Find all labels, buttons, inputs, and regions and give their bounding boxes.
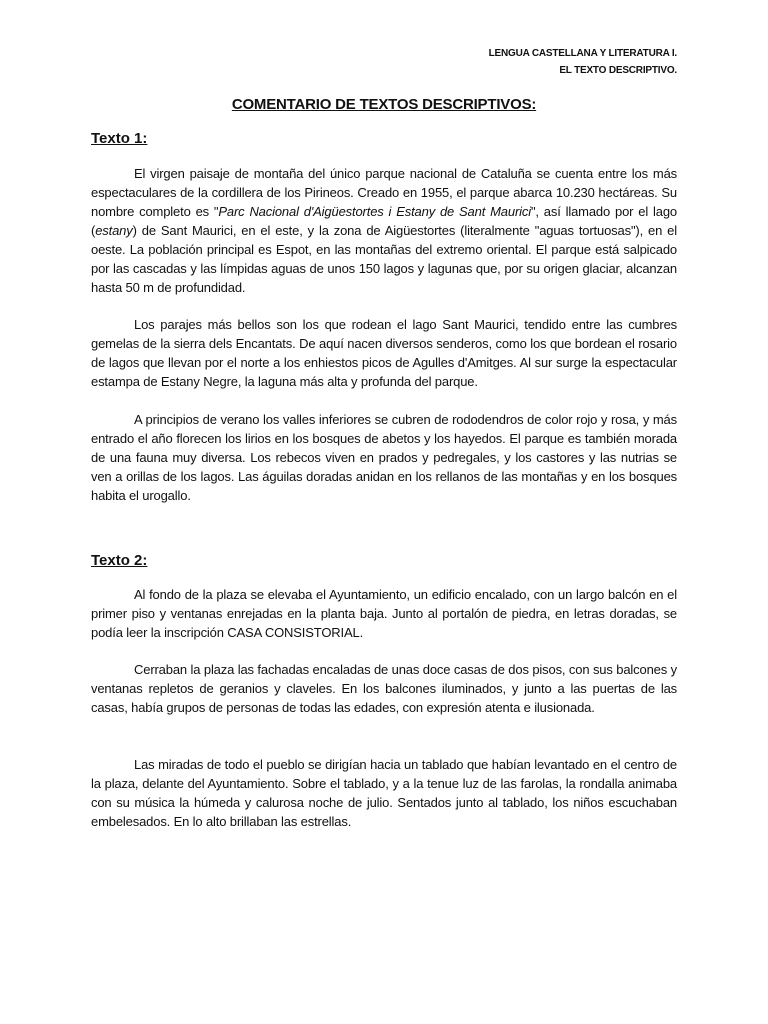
text2-paragraph-3: Las miradas de todo el pueblo se dirigían hacia un tablado que habían levantado en el centro de la plaza, delante del Ayuntamiento. Sobre el tablado, y a la tenue luz de las farolas, la rondalla animaba con su música la húmeda y calurosa noche de julio. Sentados junto al tablado, los niños escuchaban embelesados. En lo alto brillaban las estrellas.: [91, 757, 677, 829]
text1-p1-part-b: ", así llamado por el lago (: [91, 204, 677, 238]
text1-heading: Texto 1:: [91, 130, 148, 147]
text2-paragraph-1: Al fondo de la plaza se elevaba el Ayuntamiento, un edificio encalado, con un largo balcón en el primer piso y ventanas enrejadas en la planta baja. Junto al portalón de piedra, en letras doradas, se podía leer la inscripción CASA CONSISTORIAL.: [91, 587, 677, 640]
page-header: [489, 45, 677, 79]
document-title: COMENTARIO DE TEXTOS DESCRIPTIVOS:: [231, 96, 537, 113]
text2-paragraph-2: Cerraban la plaza las fachadas encaladas de unas doce casas de dos pisos, con sus balcones y ventanas repletos de geranios y claveles. En los balcones iluminados, y junto a las puertas de las casas, había grupos de personas de todas las edades, con expresión atenta e ilusionada.: [91, 662, 677, 715]
text1-p1-part-c: ) de Sant Maurici, en el este, y la zona de Aigüestortes (literalmente "aguas tortuosas"), en el oeste. La población principal es Espot, en las montañas del extremo oriental. El parque está salpicado por las cascadas y las límpidas aguas de unos 150 lagos y lagunas que, por su origen glaciar, alcanzan hasta 50 m de profundidad.: [91, 223, 677, 295]
text2-heading: Texto 2:: [91, 552, 148, 569]
text1-p1-estany: estany: [95, 223, 133, 238]
text1-p1-part-a: El virgen paisaje de montaña del único parque nacional de Cataluña se cuenta entre los más espectaculares de la cordillera de los Pirineos. Creado en 1955, el parque abarca 10.230 hectáreas. Su nombre completo es ": [91, 166, 677, 219]
text1-paragraph-2: Los parajes más bellos son los que rodean el lago Sant Maurici, tendido entre las cumbres gemelas de la sierra dels Encantats. De aquí nacen diversos senderos, como los que bordean el rosario de lagos que llevan por el norte a los enhiestos picos de Agulles d'Amitges. Al sur surge la espectacular estampa de Estany Negre, la laguna más alta y profunda del parque.: [91, 317, 677, 389]
header-topic: EL TEXTO DESCRIPTIVO.: [559, 65, 677, 76]
text1-paragraph-3: A principios de verano los valles inferiores se cubren de rododendros de color rojo y rosa, y más entrado el año florecen los lirios en los bosques de abetos y los hayedos. El parque es también morada de una fauna muy diversa. Los rebecos viven en prados y pedregales, y los castores y las nutrias se ven a orillas de los lagos. Las águilas doradas anidan en los rellanos de las montañas y en los bosques habita el urogallo.: [91, 412, 677, 503]
text1-paragraph-1: [91, 164, 677, 297]
text1-p1-park-name: Parc Nacional d'Aigüestortes i Estany de Sant Maurici: [218, 204, 531, 219]
header-subject: LENGUA CASTELLANA Y LITERATURA I.: [488, 48, 677, 59]
